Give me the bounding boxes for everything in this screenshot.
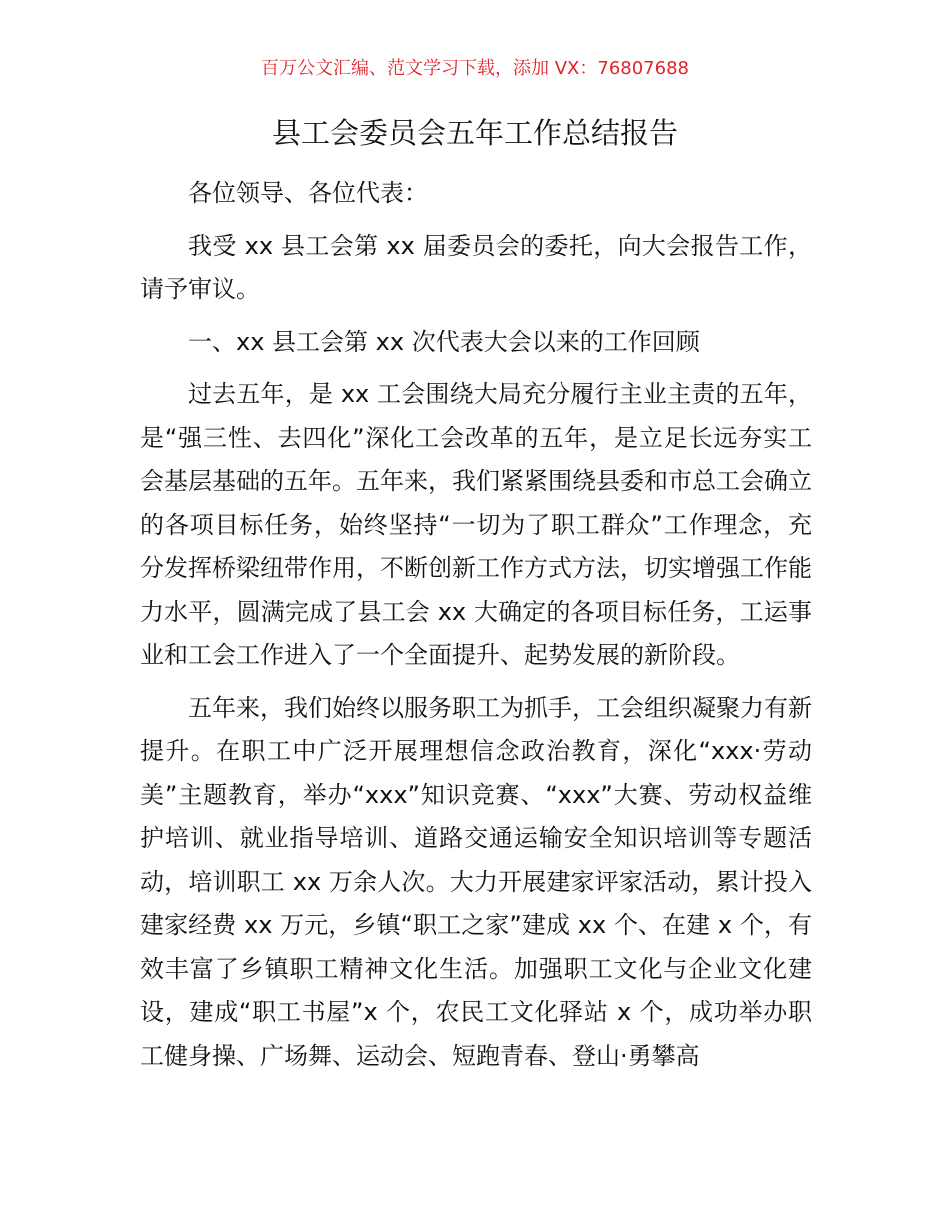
- body-paragraph: 五年来，我们始终以服务职工为抓手，工会组织凝聚力有新提升。在职工中广泛开展理想信念政治教育，深化“xxx·劳动美”主题教育，举办“xxx”知识竞赛、“xxx”大赛、劳动权益维护培训、就业指导培训、道路交通运输安全知识培训等专题活动，培训职工 xx 万余人次。大力开展建家评家活动，累计投入建家经费 xx 万元，乡镇“职工之家”建成 xx 个、在建 x 个，有效丰富了乡镇职工精神文化生活。加强职工文化与企业文化建设，建成“职工书屋”x 个，农民工文化驿站 x 个，成功举办职工健身操、广场舞、运动会、短跑青春、登山·勇攀高: [140, 693, 812, 1070]
- document-body: [140, 172, 812, 1087]
- body-paragraph: 我受 xx 县工会第 xx 届委员会的委托，向大会报告工作，请予审议。: [140, 231, 812, 303]
- section-heading: 一、xx 县工会第 xx 次代表大会以来的工作回顾: [188, 327, 700, 356]
- watermark-header: 百万公文汇编、范文学习下载，添加 VX：76807688: [261, 58, 689, 79]
- body-paragraph: 过去五年，是 xx 工会围绕大局充分履行主业主责的五年，是“强三性、去四化”深化工会改革的五年，是立足长远夯实工会基层基础的五年。五年来，我们紧紧围绕县委和市总工会确立的各项目标任务，始终坚持“一切为了职工群众”工作理念，充分发挥桥梁纽带作用，不断创新工作方式方法，切实增强工作能力水平，圆满完成了县工会 xx 大确定的各项目标任务，工运事业和工会工作进入了一个全面提升、起势发展的新阶段。: [140, 380, 812, 669]
- document-title: 县工会委员会五年工作总结报告: [271, 116, 678, 150]
- salutation: 各位领导、各位代表：: [188, 179, 428, 207]
